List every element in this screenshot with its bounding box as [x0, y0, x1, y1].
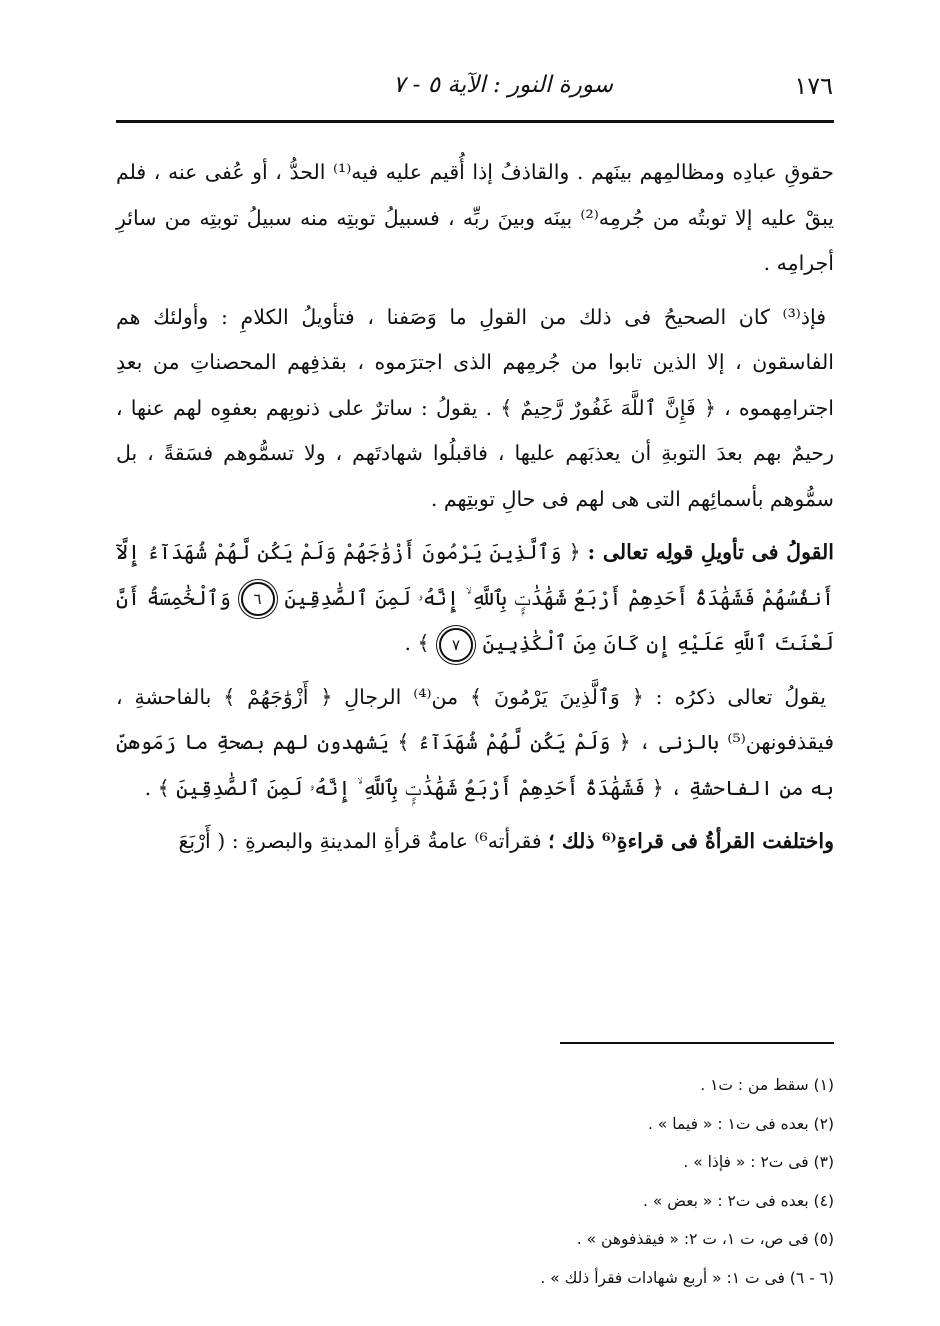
- paragraph-1: حقوقِ عبادِه ومظالمِهم بينَهم . والقاذفُ إذا أُقيم عليه فيه⁽¹⁾ الحدُّ ، أو عُفى عنه ، فلم يبقْ عليه إلا توبتُه من جُرمِه⁽²⁾ بينَه وبينَ ربِّه ، فسبيلُ توبتِه منه سبيلُ توبتِه من سائرِ أجرامِه .: [116, 160, 834, 275]
- paragraph-4: يقولُ تعالى ذكرُه : ﴿ وَٱلَّذِينَ يَرْمُونَ ﴾ من⁽⁴⁾ الرجالِ ﴿ أَزْوَٰجَهُمْ ﴾ بالفاحشةِ ، فيقذفونهن⁽⁵⁾ بالزنى ، ﴿ وَلَمْ يَكُن لَّهُمْ شُهَدَآءُ ﴾ يَشهدون لهم بصحةِ ما رَمَوهنّ به من الفاحشةِ ، ﴿ فَشَهَٰدَةُ أَحَدِهِمْ أَرْبَعُ شَهَٰدَٰتٍۭ بِٱللَّهِ ۙ إِنَّهُۥ لَمِنَ ٱلصَّٰدِقِينَ ﴾ .: [116, 684, 834, 800]
- footnote-5: (٥) فى ص، ت ١، ت ٢: « فيقذفوهن » .: [576, 1230, 834, 1248]
- page-number: ١٧٦: [794, 72, 833, 100]
- running-title: سورة النور : الآية ٥ - ٧: [393, 72, 613, 98]
- header-rule: [116, 120, 834, 123]
- ayah-number-7: ٧: [439, 628, 473, 662]
- paragraph-2: فإذ⁽³⁾ كان الصحيحُ فى ذلك من القولِ ما وَصَفنا ، فتأويلُ الكلامِ : وأولئك هم الفاسقون ، إلا الذين تابوا من جُرمِهم الذى اجترَموه ، بقذفِهم المحصناتِ من بعدِ اجترامِهموه ، ﴿ فَإِنَّ ٱللَّهَ غَفُورٌ رَّحِيمٌ ﴾ . يقولُ : ساترٌ على ذنوبِهم بعفوِه لهم عنها ، رحيمٌ بهم بعدَ التوبةِ أن يعذبَهم عليها ، فاقبلُوا شهادتَهم ، ولا تسمُّوهم فسَقةً ، بل سمُّوهم بأسمائِهم التى هى لهم فى حالِ توبتِهم .: [116, 304, 834, 511]
- quran-verse-7: وَٱلْخَٰمِسَةُ أَنَّ لَعْنَتَ ٱللَّهِ عَلَيْهِ إِن كَانَ مِنَ ٱلْكَٰذِبِينَ: [116, 585, 834, 655]
- main-text: [116, 150, 834, 865]
- footnote-rule: [560, 1042, 834, 1044]
- verse-close: ﴾ .: [404, 631, 430, 655]
- section-heading: القولُ فى تأويلِ قولِه تعالى :: [587, 540, 834, 564]
- paragraph-5-lead: واختلفت القرأةُ فى قراءةِ⁽⁶ ذلك ؛: [548, 829, 834, 853]
- ayah-number-6: ٦: [241, 582, 275, 616]
- quran-verse-6: ﴿ وَٱلَّذِينَ يَرْمُونَ أَزْوَٰجَهُمْ وَلَمْ يَكُن لَّهُمْ شُهَدَآءُ إِلَّآ أَنفُسُهُمْ فَشَهَٰدَةُ أَحَدِهِمْ أَرْبَعُ شَهَٰدَٰتٍۭ بِٱللَّهِ ۙ إِنَّهُۥ لَمِنَ ٱلصَّٰدِقِينَ: [116, 540, 834, 610]
- page-header: [118, 66, 833, 106]
- footnote-3: (٣) فى ت٢ : « فإذا » .: [683, 1153, 834, 1171]
- paragraph-5: [116, 819, 834, 865]
- footnote-6: (٦ - ٦) فى ت ١: « أربع شهادات فقرأ ذلك » .: [540, 1268, 834, 1287]
- footnotes: [116, 1066, 834, 1297]
- footnote-1: (١) سقط من : ت١ .: [700, 1076, 834, 1094]
- footnote-2: (٢) بعده فى ت١ : « فيما » .: [647, 1114, 834, 1133]
- paragraph-5-rest: فقرأته⁶⁾ عامةُ قرأةِ المدينةِ والبصرةِ : ( أَرْبَعَ: [178, 829, 542, 853]
- footnote-4: (٤) بعده فى ت٢ : « بعض » .: [642, 1191, 834, 1210]
- paragraph-3: [116, 530, 834, 667]
